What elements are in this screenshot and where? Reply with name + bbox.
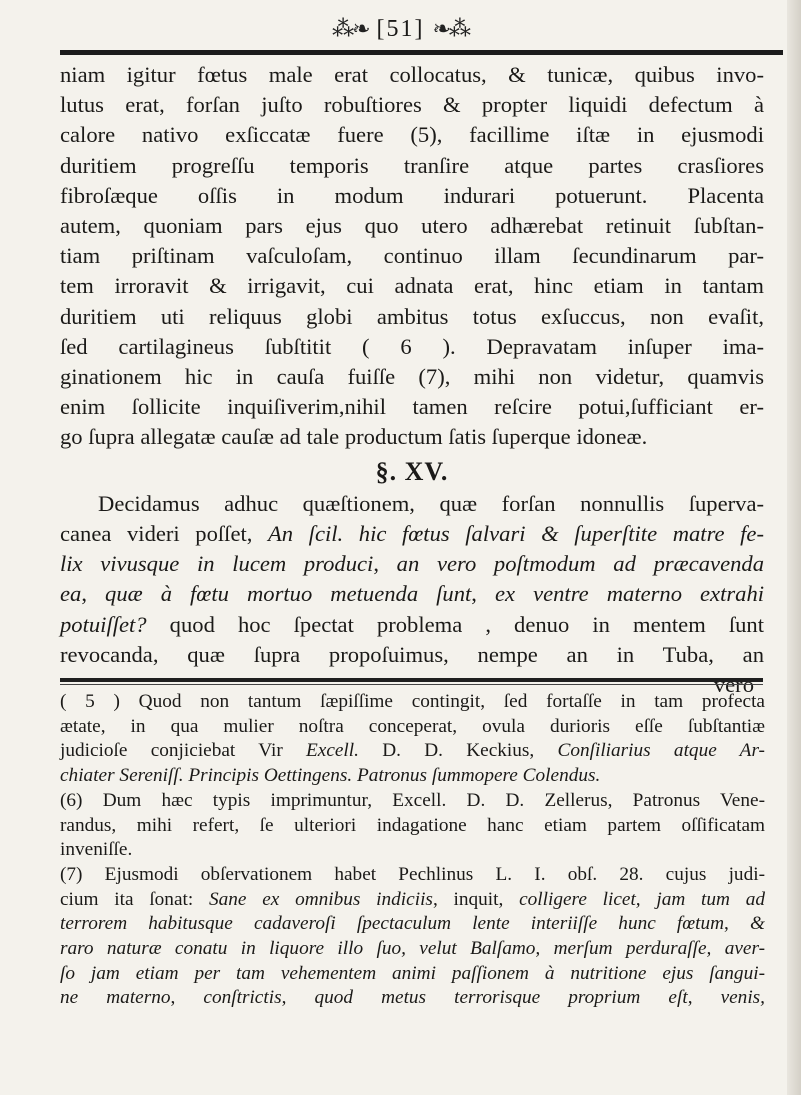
section-heading: §. XV. — [375, 456, 449, 486]
text-line: go ſupra allegatæ cauſæ ad tale productum ſatis ſuperque idoneæ. — [60, 424, 648, 450]
main-text — [60, 60, 764, 700]
footnotes — [60, 690, 765, 1011]
text-line: ſed cartilagineus ſubſtitit ( 6 ). Depravatam inſuper ima- — [60, 333, 764, 359]
text-run: D. D. Keckius, — [358, 740, 558, 762]
footnote-line — [60, 739, 765, 764]
italic-run: conſtrictis — [203, 987, 282, 1009]
text-line: duritiem progreſſu temporis tranſire atque partes crasſiores — [60, 152, 764, 178]
text-run: , — [281, 987, 315, 1009]
text-run: , — [81, 581, 106, 607]
text-run: cium ita ſonat: — [60, 888, 209, 910]
footnote-line — [60, 715, 765, 740]
text-line: autem, quoniam pars ejus quo utero adhærebat retinuit ſubſtan- — [60, 213, 764, 239]
italic-run: ex ventre materno extrahi — [494, 581, 765, 607]
text-line — [60, 579, 764, 609]
italic-run: chiater Sereniſſ. Principis Oettingens. Patronus ſummopere Colendus. — [60, 765, 601, 787]
italic-run: quæ à fœtu mortuo metuenda ſunt — [105, 581, 472, 607]
text-line — [60, 519, 764, 549]
text-run: Decidamus adhuc quæſtionem, quæ forſan nonnullis ſuperva- — [98, 490, 764, 516]
text-run: (6) Dum hæc typis imprimuntur, Excell. D. D. Zellerus, Patronus Vene- — [60, 789, 765, 811]
text-line: fibroſæque oſſis in modum indurari potuerunt. Placenta — [60, 182, 764, 208]
text-run: , — [170, 987, 204, 1009]
italic-run: ſo jam etiam per tam vehementem animi paſſionem à nutritione ejus ſangui- — [60, 962, 765, 984]
italic-run: & — [750, 913, 765, 935]
text-run: revocanda, quæ ſupra propoſuimus, nempe an in Tuba, an — [60, 641, 764, 667]
text-line: tem irroravit & irrigavit, cui adnata erat, hinc etiam in tantam — [60, 273, 764, 299]
footnote-line — [60, 838, 765, 863]
text-run: quod hoc ſpectat problema , denuo in mentem ſunt — [146, 611, 764, 637]
footnote-line — [60, 690, 765, 715]
italic-run: An ſcil. hic fœtus ſalvari & ſuperſtite matre fe- — [267, 521, 764, 547]
text-line — [60, 489, 764, 519]
italic-run: lix vivusque in lucem produci — [60, 551, 374, 577]
paragraph-section-xv — [60, 489, 764, 670]
text-line — [60, 640, 764, 670]
italic-run: ne materno — [60, 987, 171, 1009]
text-line: duritiem uti reliquus globi ambitus totus exſuccus, non evaſit, — [60, 303, 764, 329]
text-run: ætate, in qua mulier noſtra conceperat, ovula durioris eſſe ſubſtantiæ — [60, 715, 765, 737]
text-line — [60, 549, 764, 579]
text-run: , inquit, — [432, 888, 520, 910]
italic-run: an vero poſtmodum ad præcavenda — [396, 551, 764, 577]
ornament-left-icon: ⁂❧ — [332, 16, 369, 41]
italic-run: colligere licet, jam tum ad — [519, 888, 765, 910]
footnote-line — [60, 912, 765, 937]
italic-run: raro naturæ conatu in liquore illo ſuo, velut Balſamo, merſum perduraſſe, aver- — [60, 938, 765, 960]
page-edge — [787, 0, 801, 1095]
text-run: (7) Ejusmodi obſervationem habet Pechlinus L. I. obſ. 28. cujus judi- — [60, 863, 765, 885]
text-run: , — [471, 581, 495, 607]
footnote-line — [60, 962, 765, 987]
italic-run: quod metus terrorisque proprium eſt — [314, 987, 688, 1009]
header-rule — [60, 50, 783, 55]
italic-run: potuiſſet? — [60, 611, 147, 637]
page-number: [51] — [376, 15, 425, 42]
footnote-rule-thin — [60, 684, 763, 685]
text-line: enim ſollicite inquiſiverim,nihil tamen reſcire potui,ſufficiant er- — [60, 394, 764, 420]
text-run: ( 5 ) Quod non tantum ſæpiſſime contingit, ſed fortaſſe in tam profecta — [60, 691, 765, 712]
footnote-line — [60, 764, 765, 789]
italic-run: Conſiliarius atque Ar- — [557, 740, 765, 762]
text-line — [60, 610, 764, 640]
text-run: judicioſe conjiciebat Vir — [60, 740, 306, 762]
text-line: ginationem hic in cauſa fuiſſe (7), mihi non videtur, quamvis — [60, 364, 764, 390]
text-line: calore nativo exſiccatæ fuere (5), facillime iſtæ in ejusmodi — [60, 122, 764, 148]
text-run: , — [373, 551, 397, 577]
text-line: tiam priſtinam vaſculoſam, continuo illam ſecundinarum par- — [60, 243, 764, 269]
text-run: , — [687, 987, 721, 1009]
footnote-line — [60, 789, 765, 814]
paragraph-main — [60, 60, 764, 453]
footnote-line — [60, 937, 765, 962]
footnote-line — [60, 814, 765, 839]
italic-run: Sane ex omnibus indiciis — [208, 888, 433, 910]
text-line: niam igitur fœtus male erat collocatus, & tunicæ, quibus invo- — [60, 62, 764, 87]
running-header — [0, 6, 801, 52]
footnote-line — [60, 986, 765, 1011]
ornament-right-icon: ❧⁂ — [432, 16, 469, 41]
text-run: canea videri poſſet, — [60, 521, 268, 547]
italic-run: ea — [60, 581, 82, 607]
text-run: inveniſſe. — [60, 839, 133, 861]
italic-run: Excell. — [305, 740, 359, 762]
italic-run: venis, — [720, 987, 765, 1009]
italic-run: terrorem habitusque cadaveroſi ſpectaculum lente interiiſſe hunc fœtum — [60, 913, 725, 935]
text-line: lutus erat, forſan juſto robuſtiores & propter liquidi defectum à — [60, 92, 764, 118]
text-run: , — [724, 913, 750, 935]
footnote-rule — [60, 678, 763, 682]
text-run: randus, mihi refert, ſe ulteriori indagatione hanc etiam partem oſſificatam — [60, 814, 765, 836]
footnote-line — [60, 863, 765, 888]
footnote-line — [60, 888, 765, 913]
